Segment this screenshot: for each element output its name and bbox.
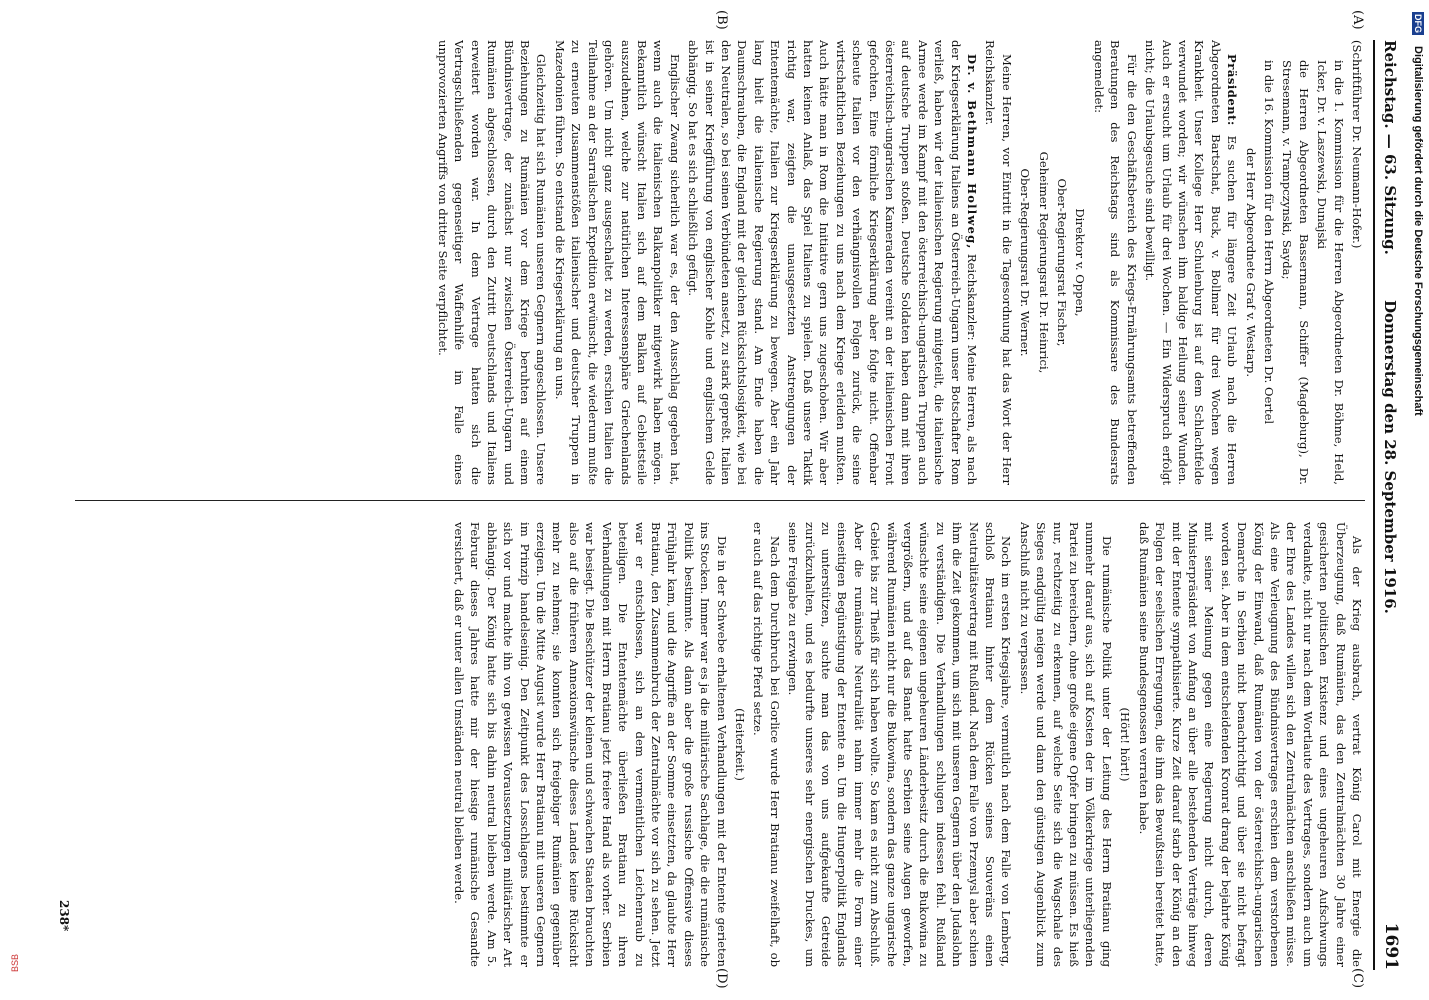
interjection: (Hört! hört!) bbox=[1118, 707, 1133, 782]
list-item: Direktor v. Oppen, bbox=[1073, 208, 1088, 317]
paragraph: (Schriftführer Dr. Neumann-Hofer.) bbox=[1350, 40, 1364, 249]
page-number: 1691 bbox=[1381, 922, 1401, 970]
page-signature: 238* bbox=[57, 900, 71, 932]
paragraph bbox=[1142, 40, 1240, 485]
scan-sidebar bbox=[1408, 12, 1428, 992]
paragraph: Nach dem Durchbruch bei Gorlice wurde Herr Bratianu zweifelhaft, ob er auch auf das richtige Pferd setze. bbox=[751, 522, 782, 967]
interjection: (Heiterkeit.) bbox=[732, 708, 747, 781]
margin-letter-a: (A) bbox=[1350, 10, 1365, 30]
paragraph: der Herr Abgeordnete Graf v. Westarp. bbox=[1243, 147, 1258, 378]
column-divider bbox=[75, 500, 1365, 501]
paragraph: Meine Herren, vor Eintritt in die Tagesordnung hat das Wort der Herr Reichskanzler. bbox=[983, 40, 1014, 485]
list-item: Geheimer Regierungsrat Dr. Heinrici, bbox=[1036, 151, 1051, 374]
page-header bbox=[1373, 40, 1401, 970]
margin-letter-d: (D) bbox=[714, 968, 729, 989]
speaker-name: Präsident: bbox=[1225, 54, 1240, 126]
paragraph: Noch im ersten Kriegsjahre, vermutlich nach dem Falle von Lemberg, schloß Bratianu hinter dem Rücken seines Souveräns einen Neutralitätsvertrag mit Rußland. Nach dem Falle von Przemysl aber schien ihm die Zeit gekommen, um sich mit unseren Gegnern über den Judaslohn zu verständigen. Die Verhandlungen schlugen indessen fehl. Rußland wünschte seine eigenen ungeheuren Länderbesitz durch die Bukowina zu vergrößern, und auf das Banat hatte Serbien seine Augen geworfen, während Rumänien nicht nur die Bukowina, sondern das ganze ungarische Gebiet bis zur Theiß für sich haben wollte. So kam es nicht zum Abschluß. Aber die rumänische Neutralität nahm immer mehr die Form einer einseitigen Begünstigung der Entente an. Um die Hungerpolitik Englands zu unterstützen, suchte man das von uns aufgekaufte Getreide zurückzuhalten, und es bedurfte unseres sehr energischen Druckes, um seine Freigabe zu erzwingen. bbox=[786, 522, 1014, 967]
list-item: Ober-Regierungsrat Fischer, bbox=[1055, 178, 1070, 347]
paragraph: Für die den Geschäftsbereich des Kriegs-Ernährungsamts betreffenden Beratungen des Reichstags sind als Kommissare des Bundesrats angemeldet: bbox=[1091, 40, 1139, 485]
speaker-name: Dr. v. Bethmann Hollweg, bbox=[965, 54, 980, 250]
paragraph: Die rumänische Politik unter der Leitung des Herrn Bratianu ging nunmehr darauf aus, sich auf Kosten der im Völkerkriege unterliegenden Partei zu bereichern, ohne große eigene Opfer bringen zu müssen. Es hieß nur, rechtzeitig zu erkennen, auf welche Seite sich die Wagschale des Sieges endgültig neigen werde und dann den günstigen Augenblick zum Anschluß nicht zu verpassen. bbox=[1017, 522, 1114, 967]
paragraph bbox=[685, 40, 980, 485]
paragraph-text: Es suchen für längere Zeit Urlaub nach die Herren Abgeordneten Bartschat, Buck, v. Bollmar für drei Wochen wegen Krankheit. Unser Kollege Herr Schulenburg ist auf dem Schlachtfelde verwundet worden; wir wünschen ihm baldige Heilung seiner Wunden. Auch er ersucht um Urlaub für drei Wochen. — Ein Widerspruch erfolgt nicht; die Urlaubsgesuche sind bewilligt. bbox=[1143, 40, 1240, 485]
list-item: Ober-Regierungsrat Dr. Werner. bbox=[1018, 168, 1033, 357]
dfg-logo: DFG bbox=[1413, 14, 1423, 33]
paragraph: Gleichzeitig hat sich Rumänien unseren Gegnern angeschlossen. Unsere Beziehungen zu Rumänien vor dem Kriege beruhten auf einem Bündnisvertrage, der zunächst nur zwischen Österreich-Ungarn und Rumänien abgeschlossen, durch den Zutritt Deutschlands und Italiens erweitert worden war. In dem Vertrage hatten sich die Vertragschließenden gegenseitiger Waffenhilfe im Falle eines unprovozierten Angriffs von dritter Seite verpflichtet. bbox=[436, 40, 549, 485]
paragraph: in die 16. Kommission für den Herrn Abgeordneten Dr. Oertel bbox=[1261, 60, 1276, 425]
library-mark: BSB bbox=[10, 953, 20, 972]
right-column bbox=[75, 522, 1365, 967]
speaker-role: Reichskanzler: bbox=[965, 253, 980, 341]
header-left: Reichstag. — 63. Sitzung. bbox=[1381, 40, 1399, 255]
paragraph: Die in der Schwebe erhaltenen Verhandlungen mit der Entente gerieten ins Stocken. Immer war es ja die militärische Sachlage, die die rumänische Politik bestimmte. Als dann aber die große russische Offensive dieses Frühjahr kam, und die Angriffe an der Somme einsetzten, da glaubte Herr Bratianu, den Zusammenbruch der Zentralmächte vor sich zu sehen. Jetzt war er entschlossen, sich an dem vermeintlichen Leichenraub zu beteiligen. Die Ententemächte überließen Bratianu zu ihren Verhandlungen mit Herrn Bratianu jetzt freiere Hand als vorher. Serbien war besiegt. Die Beschützer der kleinen und schwachen Staaten brauchten also auf die früheren Annexionswünsche dieses Landes keine Rücksicht mehr zu nehmen; sie konnten sich freigebiger Rumänien gegenüber erzeigen. Um die Mitte August wurde Herr Bratianu mit unseren Gegnern im Prinzip handelseinig. Den Zeitpunkt des Losschlagens bestimmte er sich vor und machte ihn von gewissen Voraussetzungen militärischer Art abhängig. Der König hatte sich bis dahin neutral bleiben werde. Am 5. Februar dieses Jahres hatte mir der hiesige rumänische Gesandte versichert, daß er unter allen Umständen neutral bleiben werde. bbox=[452, 522, 729, 967]
paragraph: Als der Krieg ausbrach, vertrat König Carol mit Energie die Überzeugung, daß Rumänien, das den Zentralmächten 30 Jahre einer gesicherten politischen Existenz und eines ungeheuren Aufschwungs verdankte, nicht nur nach dem Wortlaute des Vertrages, sondern auch um der Ehre des Landes willen sich den Zentralmächten anschließen müsse. Als eine Verleugnung des Bündnisvertrages erschien dem verstorbenen König der Einwand, daß Rumänien von der österreichisch-ungarischen Demarche in Serbien nicht benachrichtigt und über sie nicht befragt worden sei. Aber in dem entscheidenden Kronrat drang der bejahrte König mit seiner Meinung gegen eine Regierung nicht durch, deren Ministerpräsident von Anfang an über alle bestehenden Verträge hinweg mit der Entente sympathisierte. Kurze Zeit darauf starb der König an den Folgen der seelischen Erregungen, die ihm das Bewußtsein bereitet hatte, daß Rumänien seine Bundesgenossen verraten habe. bbox=[1136, 522, 1364, 967]
paragraph-text: Meine Herren, als nach der Kriegserklärung Italiens an Österreich-Ungarn unser Botschafter Rom verließ, haben wir der italienischen Regierung mitgeteilt, die italienische Armee werde im Kampf mit den österreichisch-ungarischen Truppen auch auf deutsche Truppen stoßen. Deutsche Soldaten haben dann mit ihren österreichisch-ungarischen Kameraden vereint an der italienischen Front gefochten. Eine förmliche Kriegserklärung aber folgte nicht. Offenbar scheute Italien vor den verhängnisvollen Folgen zurück, die seine wirtschaftlichen Beziehungen zu uns nach dem Kriege erleiden mußten. Auch hätte man in Rom die Initiative gern uns zugeschoben. Wir aber hatten keinen Anlaß, das Spiel Italiens zu spielen. Daß unsere Taktik richtig war, zeigten die unausgesetzten Anstrengungen der Ententemächte, Italien zur Kriegserklärung zu bewegen. Aber ein Jahr lang hielt die italienische Regierung stand. Am Ende haben die Daumschrauben, die England mit der gleichen Rücksichtslosigkeit, wie bei den Neutralen, so bei seinen Verbündeten ansetzt, zu stark gepreßt. Italien ist in seiner Kriegführung von englischer Kohle und englischem Gelde abhängig. So hat es sich schließlich gefügt. bbox=[686, 40, 980, 485]
header-center: Donnerstag den 28. September 1916. bbox=[1381, 300, 1399, 614]
left-column bbox=[75, 40, 1365, 485]
margin-letter-b: (B) bbox=[714, 10, 729, 30]
paragraph: in die 1. Kommission für die Herren Abgeordneten Dr. Böhme, Held, Icker, Dr. v. Laszewski, Dunajski bbox=[1315, 60, 1346, 485]
paragraph: Englischer Zwang sicherlich war es, der den Ausschlag gegeben hat, wenn auch die italienischen Balkanpolitiker mitgewirkt haben mögen. Bekanntlich wünscht Italien sich auf dem Balkan auf Gebietsteile auszudehnen, welche zur natürlichen Interessensphäre Griechenlands gehören. Um nicht ganz ausgeschaltet zu werden, erschien Italien die Teilnahme an der Sarrailschen Expedition erwünscht, die wiederum mußte zu erneuten Zusammenstößen italienischer und deutscher Truppen in Mazedonien führen. So entstand die Kriegserklärung an uns. bbox=[552, 40, 682, 485]
paragraph: die Herren Abgeordneten Bassermann, Schiffer (Magdeburg), Dr. Stresemann, v. Trampczynski, Sayda; bbox=[1280, 60, 1311, 485]
digitization-credit: Digitalisierung gefördert durch die Deutsche Forschungsgemeinschaft bbox=[1412, 46, 1424, 416]
margin-letter-c: (C) bbox=[1350, 968, 1365, 989]
